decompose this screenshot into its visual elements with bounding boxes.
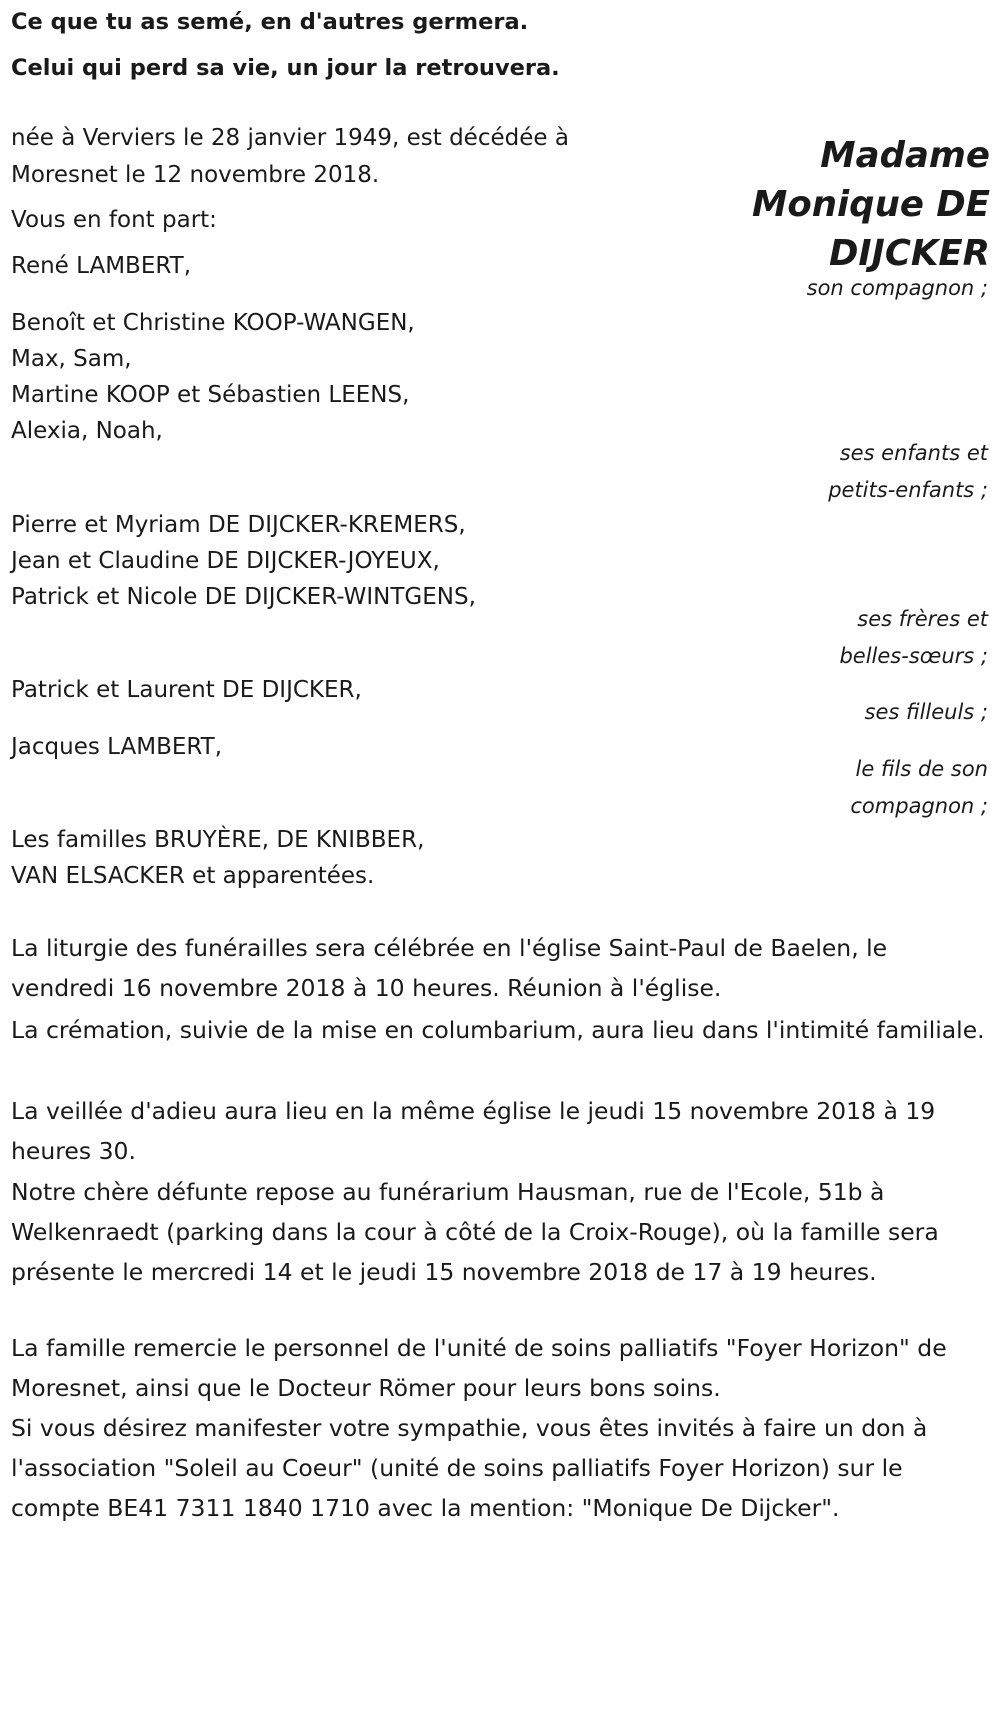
- paragraph-vigil: La veillée d'adieu aura lieu en la même église le jeudi 15 novembre 2018 à 19 heures 30.: [11, 1097, 936, 1165]
- mourner-relation: le fils de son: [855, 757, 988, 781]
- mourner-relation: ses filleuls ;: [864, 700, 988, 724]
- paragraph-funeral: La liturgie des funérailles sera célébrée en l'église Saint-Paul de Baelen, le vendredi 16 novembre 2018 à 10 heures. Réunion à l'église.: [11, 934, 888, 1002]
- deceased-title: Madame: [820, 135, 990, 176]
- mourner-name: Patrick et Nicole DE DIJCKER-WINTGENS,: [11, 584, 476, 610]
- paragraph-donation: Si vous désirez manifester votre sympathie, vous êtes invités à faire un don à l'association "Soleil au Coeur" (unité de soins palliatifs Foyer Horizon) sur le compte BE41 7311 1840 1710 avec la mention: "Monique De Dijcker".: [11, 1414, 928, 1522]
- mourner-name: Patrick et Laurent DE DIJCKER,: [11, 677, 362, 703]
- mourner-relation: petits-enfants ;: [828, 478, 988, 502]
- mourner-name: Pierre et Myriam DE DIJCKER-KREMERS,: [11, 512, 466, 538]
- mourner-name: Max, Sam,: [11, 346, 132, 372]
- deceased-name-line-1: Monique DE: [752, 184, 990, 225]
- paragraph-thanks: La famille remercie le personnel de l'unité de soins palliatifs "Foyer Horizon" de Moresnet, ainsi que le Docteur Römer pour leurs bons soins.: [11, 1334, 947, 1402]
- mourner-name: Jacques LAMBERT,: [11, 734, 223, 760]
- mourner-relation: compagnon ;: [850, 794, 988, 818]
- mourner-name: Jean et Claudine DE DIJCKER-JOYEUX,: [11, 548, 440, 574]
- deceased-name: [650, 131, 990, 278]
- mourner-name: Martine KOOP et Sébastien LEENS,: [11, 382, 410, 408]
- mourner-name: Benoît et Christine KOOP-WANGEN,: [11, 310, 415, 336]
- birth-death-line-2: Moresnet le 12 novembre 2018.: [11, 162, 380, 188]
- mourner-relation: ses frères et: [857, 607, 988, 631]
- mourner-relation: son compagnon ;: [806, 276, 988, 300]
- mourner-relation: ses enfants et: [839, 441, 988, 465]
- mourner-name: Alexia, Noah,: [11, 418, 163, 444]
- mourner-name: VAN ELSACKER et apparentées.: [11, 863, 375, 889]
- mourner-relation: belles-sœurs ;: [839, 644, 988, 668]
- motto-line-2: Celui qui perd sa vie, un jour la retrouvera.: [11, 55, 560, 81]
- paragraph-funerarium: Notre chère défunte repose au funérarium Hausman, rue de l'Ecole, 51b à Welkenraedt (parking dans la cour à côté de la Croix-Rouge), où la famille sera présente le mercredi 14 et le jeudi 15 novembre 2018 de 17 à 19 heures.: [11, 1178, 939, 1286]
- motto-line-1: Ce que tu as semé, en d'autres germera.: [11, 9, 529, 35]
- birth-death-line-1: née à Verviers le 28 janvier 1949, est décédée à: [11, 125, 569, 151]
- announce-label: Vous en font part:: [11, 207, 217, 233]
- mourner-name: René LAMBERT,: [11, 253, 192, 279]
- deceased-name-line-2: DIJCKER: [828, 233, 990, 274]
- mourner-name: Les familles BRUYÈRE, DE KNIBBER,: [11, 827, 425, 853]
- paragraph-cremation: La crémation, suivie de la mise en columbarium, aura lieu dans l'intimité familiale.: [11, 1016, 985, 1044]
